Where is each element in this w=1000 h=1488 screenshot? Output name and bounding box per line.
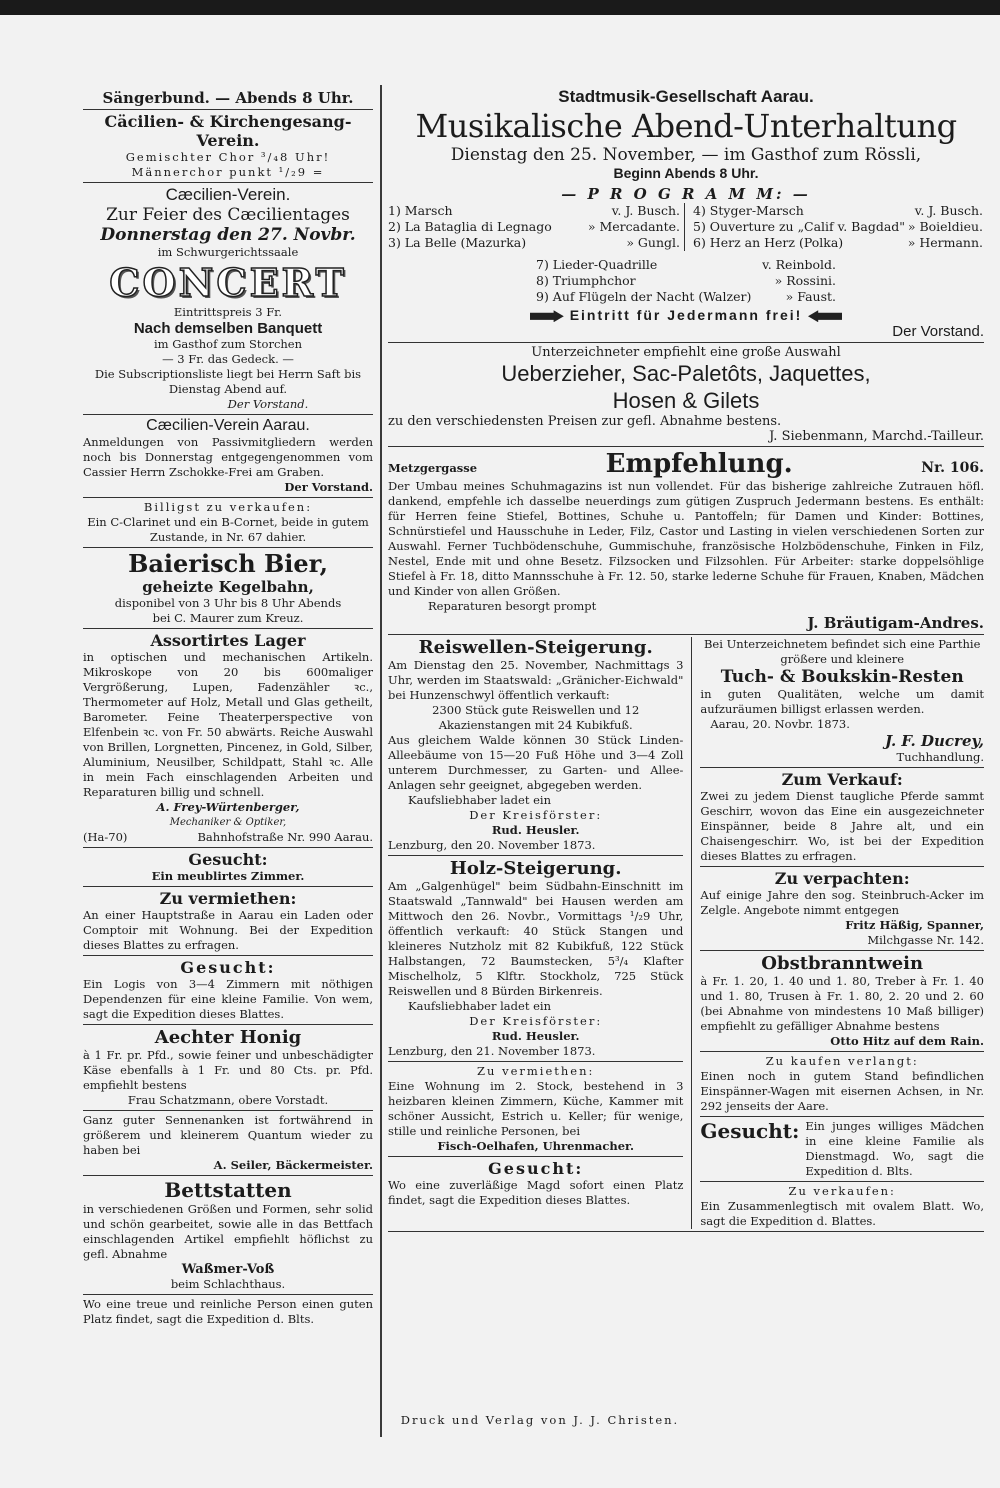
obst-body: à Fr. 1. 20, 1. 40 und 1. 80, Treber à Fr. 1. 40 und 1. 80, Trusen à Fr. 1. 80, 2. 20 und 2. 60 (bei Abnahme von mindestens 10 Maß billiger) empfiehlt zu gefälliger Abnahme bestens [700, 974, 984, 1033]
footer-imprint: Druck und Verlag von J. J. Christen. [400, 1413, 680, 1427]
bier-line: disponibel von 3 Uhr bis 8 Uhr Abends [114, 596, 342, 610]
verpachten-sig: Fritz Häßig, Spanner, [845, 918, 984, 932]
lager-sig-sub: Mechaniker & Optiker, [169, 817, 287, 828]
empfehlung-body: Der Umbau meines Schuhmagazins ist nun vollendet. Für das bisherige zahlreiche Zutrauen höfl. dankend, empfehle ich dasselbe neuerdings zum gütigen Zuspruch Jedermann bestens. Es enthält: für Herren feine Stiefel, Bottines, Schuhe u. Pantoffeln; für Damen und Kinder: Bottines, Schnürstiefel und Hausschuhe in Leder, Filz, Castor und Lasting in vielen verschiedenen Sorten zur Auswahl. Ferner Tuchbödenschuhe, Gummischuhe, französische Holzbödenschuhe, Finken in Filz, Nestel, Ende mit und ohne Besetz. Filzsocken und Filzsohlen. Für Arbeiter: starke doppelsöhlige Stiefel à Fr. 18, ditto Mannsschuhe à Fr. 12. 50, starke lederne Schuhe für Frauen, Knaben, Mädchen und Kinder von allen Größen. [388, 479, 984, 598]
bettstatten-head: Bettstatten [164, 1178, 292, 1202]
holz-date: Lenzburg, den 21. November 1873. [388, 1044, 596, 1058]
maennerchor-time: Männerchor punkt ¹/₂9 = [131, 165, 325, 179]
tuch-sig: J. F. Ducrey, [885, 732, 984, 750]
program-composer: » Gungl. [626, 235, 680, 250]
bettstatten-body: in verschiedenen Größen und Formen, sehr solid und schön gearbeitet, sowie alle in das Bettfach einschlagenden Artikel empfiehlt höflichst zu gefl. Abnahme [83, 1202, 373, 1261]
program-left [388, 203, 685, 251]
caecilien-aarau-body: Anmeldungen von Passivmitgliedern werden noch bis Donnerstag entgegengenommen vom Cassier Herrn Zschokke-Frei am Graben. [83, 435, 373, 479]
siebenmann-intro: Unterzeichneter empfiehlt eine große Auswahl [531, 345, 841, 360]
holz-body: Am „Galgenhügel" beim Südbahn-Einschnitt im Staatswald „Tannwald" bei Hausen werden am Mittwoch den 26. Novbr., Vormittags ¹/₂9 Uhr, öffentlich verkauft: 40 Stück Stangen und kleineres Nutzholz mit 82 Kubikfuß, 122 Stück Halbstangen, 72 Baumstecken, 5³/₄ Klafter Mischelholz, 5 Klftr. Stockholz, 725 Stück Reiswellen und 8 Bürden Birkenreis. [388, 879, 684, 998]
program-composer: v. J. Busch. [611, 203, 680, 218]
kaufen-body: Einen noch in gutem Stand befindlichen Einspänner-Wagen mit eisernen Achsen, in Nr. 292 jenseits der Aare. [700, 1069, 984, 1113]
stadtmusik-sig: Der Vorstand. [892, 323, 984, 340]
empfehlung-title: Empfehlung. [605, 449, 793, 479]
program-piece: 9) Auf Flügeln der Nacht (Walzer) [536, 289, 752, 304]
reiswellen-items: 2300 Stück gute Reiswellen und 12 Akazienstangen mit 24 Kubikfuß. [432, 703, 640, 732]
gesucht2-head: Gesucht: [180, 958, 276, 977]
program-item [693, 219, 983, 235]
treue-person-ad: Wo eine treue und reinliche Person einen guten Platz findet, sagt die Expedition d. Blts. [83, 1297, 373, 1326]
empfehlung-nr: Nr. 106. [921, 460, 984, 476]
pointing-hand-icon [530, 310, 564, 322]
kaufen-head: Zu kaufen verlangt: [765, 1054, 919, 1068]
stadtmusik-date: Dienstag den 25. November, — im Gasthof zum Rössli, [450, 145, 922, 165]
verpachten-head: Zu verpachten: [774, 869, 910, 888]
column-divider [380, 85, 382, 1437]
sennenanken-body: Ganz guter Sennenanken ist fortwährend in größerem und kleinerem Quantum wieder zu haben bei [83, 1113, 373, 1157]
program-composer: » Mercadante. [587, 219, 680, 234]
program-piece: 3) La Belle (Mazurka) [388, 235, 527, 250]
pointing-hand-icon [808, 310, 842, 322]
left-column [83, 75, 373, 1327]
holz-buyers: Kaufsliebhaber ladet ein [408, 999, 551, 1013]
bier-sig: bei C. Maurer zum Kreuz. [152, 611, 304, 625]
newspaper-page [0, 15, 1000, 1488]
program-piece: 1) Marsch [388, 203, 453, 218]
concert-list: Die Subscriptionsliste liegt bei Herrn Saft bis Dienstag Abend auf. [94, 367, 362, 396]
saengerbund-notice: Sängerbund. — Abends 8 Uhr. [102, 89, 354, 107]
concert-date: Donnerstag den 27. Novbr. [100, 225, 356, 245]
reiswellen-sig: Rud. Heusler. [491, 823, 580, 837]
lager-code: (Ha-70) [83, 830, 128, 844]
right-column [388, 75, 984, 1234]
lower-right-right [692, 637, 984, 1229]
holz-office: Der Kreisförster: [469, 1014, 603, 1028]
stadtmusik-title: Musikalische Abend-Unterhaltung [415, 107, 957, 145]
program-piece: 5) Ouverture zu „Calif v. Bagdad" [693, 219, 906, 234]
concert-place: im Gasthof zum Storchen [153, 337, 303, 351]
concert-cost: — 3 Fr. das Gedeck. — [162, 352, 294, 366]
verpachten-addr: Milchgasse Nr. 142. [867, 933, 984, 947]
program-composer: » Hermann. [907, 235, 983, 250]
vermiethen-head: Zu vermiethen: [159, 889, 297, 908]
wohnung-head: Zu vermiethen: [477, 1064, 595, 1078]
lager-sig: A. Frey-Würtenberger, [156, 800, 300, 814]
program-piece: 2) La Bataglia di Legnago [388, 219, 552, 234]
program-list [388, 203, 984, 251]
stadtmusik-begin: Beginn Abends 8 Uhr. [613, 165, 759, 181]
gesucht1-head: Gesucht: [188, 850, 268, 869]
empfehlung-repair: Reparaturen besorgt prompt [428, 599, 597, 613]
tuch-title: Tuch- & Boukskin-Resten [720, 667, 964, 687]
empfehlung-street: Metzgergasse [388, 461, 478, 475]
siebenmann-line1: Ueberzieher, Sac-Paletôts, Jaquettes, [501, 361, 871, 386]
reiswellen-buyers: Kaufsliebhaber ladet ein [408, 793, 551, 807]
concert-title: CONCERT [109, 260, 347, 305]
gesucht1-body: Ein meublirtes Zimmer. [151, 869, 305, 883]
empfehlung-sig: J. Bräutigam-Andres. [807, 614, 984, 632]
program-composer: v. Reinbold. [762, 257, 836, 272]
magd-head: Gesucht: [488, 1159, 584, 1178]
program-piece: 6) Herz an Herz (Polka) [693, 235, 844, 250]
honig-sig: Frau Schatzmann, obere Vorstadt. [127, 1093, 329, 1107]
tuch-date: Aarau, 20. Novbr. 1873. [710, 717, 850, 731]
verkauf-head: Zum Verkauf: [781, 770, 903, 789]
maedchen-head: Gesucht: [700, 1119, 800, 1143]
reiswellen-office: Der Kreisförster: [469, 808, 603, 822]
verpachten-body: Auf einige Jahre den sog. Steinbruch-Acker im Zelgle. Angebote nimmt entgegen [700, 888, 984, 917]
lager-title: Assortirtes Lager [150, 631, 306, 650]
program-item [388, 203, 680, 219]
caecilien-aarau-title: Cæcilien-Verein Aarau. [146, 417, 310, 434]
gesucht2-body: Ein Logis von 3—4 Zimmern mit nöthigen Dependenzen für eine kleine Familie. Von wem, sagt die Expedition dieses Blattes. [83, 977, 373, 1021]
siebenmann-line2: Hosen & Gilets [612, 388, 760, 413]
reiswellen-head: Reiswellen-Steigerung. [418, 637, 653, 658]
tuch-intro: Bei Unterzeichnetem befindet sich eine Parthie größere und kleinere [703, 637, 981, 666]
program-item [693, 203, 983, 219]
wohnung-sig: Fisch-Oelhafen, Uhrenmacher. [437, 1139, 635, 1153]
maedchen-body: Ein junges williges Mädchen in eine kleine Familie als Dienstmagd. Wo, sagt die Expedition d. Blts. [805, 1119, 984, 1178]
program-composer: » Boieldieu. [907, 219, 983, 234]
concert-banquet: Nach demselben Banquett [133, 320, 323, 337]
caecilien-kirchen-title: Cäcilien- & Kirchengesang-Verein. [104, 112, 352, 150]
program-item [536, 289, 836, 305]
concert-head: Cæcilien-Verein. [165, 185, 291, 204]
program-composer: » Faust. [785, 289, 836, 304]
tisch-head: Zu verkaufen: [788, 1184, 896, 1198]
lower-right-left [388, 637, 692, 1229]
bier-title: Baierisch Bier, [128, 549, 328, 578]
concert-venue: im Schwurgerichtssaale [157, 245, 299, 259]
obst-sig: Otto Hitz auf dem Rain. [830, 1034, 984, 1048]
billigst-body: Ein C-Clarinet und ein B-Cornet, beide in gutem Zustande, in Nr. 67 dahier. [87, 515, 369, 544]
caecilien-aarau-sig: Der Vorstand. [284, 480, 373, 494]
program-item [388, 219, 680, 235]
concert-price: Eintrittspreis 3 Fr. [173, 305, 283, 319]
holz-head: Holz-Steigerung. [449, 858, 622, 879]
program-piece: 4) Styger-Marsch [693, 203, 804, 218]
billigst-head: Billigst zu verkaufen: [143, 500, 313, 514]
program-item [536, 273, 836, 289]
program-item [388, 235, 680, 251]
verkauf-body: Zwei zu jedem Dienst taugliche Pferde sammt Geschirr, wovon das Eine ein ausgezeichneter Einspänner, beide 8 Jahre alt, und ein Chaisengeschirr. Wo, ist bei der Expedition dieses Blattes zu erfragen. [700, 789, 984, 863]
program-piece: 7) Lieder-Quadrille [536, 257, 658, 272]
program-item [693, 235, 983, 251]
reiswellen-date: Lenzburg, den 20. November 1873. [388, 838, 596, 852]
stadtmusik-org: Stadtmusik-Gesellschaft Aarau. [558, 87, 814, 106]
lager-addr: Bahnhofstraße Nr. 990 Aarau. [197, 830, 373, 844]
concert-signature: Der Vorstand. [227, 397, 309, 411]
magd-body: Wo eine zuverläßige Magd sofort einen Platz findet, sagt die Expedition dieses Blattes. [388, 1178, 684, 1207]
tuch-sig-sub: Tuchhandlung. [896, 750, 984, 764]
tuch-body: in guten Qualitäten, welche um damit aufzuräumen billigst erlassen werden. [700, 687, 984, 716]
tisch-body: Ein Zusammenlegtisch mit ovalem Blatt. Wo, sagt die Expedition d. Blattes. [700, 1199, 984, 1228]
lower-right-columns [388, 637, 984, 1229]
program-piece: 8) Triumphchor [536, 273, 636, 288]
obst-head: Obstbranntwein [761, 953, 924, 974]
vermiethen-body: An einer Hauptstraße in Aarau ein Laden oder Comptoir mit Wohnung. Bei der Expedition dieses Blattes zu erfragen. [83, 908, 373, 952]
program-item [536, 257, 836, 273]
stadtmusik-entry: Eintritt für Jedermann frei! [569, 307, 803, 323]
reiswellen-body: Am Dienstag den 25. November, Nachmittags 3 Uhr, werden im Staatswald: „Gränicher-Eichwald" bei Hunzenschwyl öffentlich verkauft: [388, 658, 684, 702]
sennenanken-sig: A. Seiler, Bäckermeister. [213, 1158, 373, 1172]
bier-sub: geheizte Kegelbahn, [142, 578, 314, 596]
siebenmann-sig: J. Siebenmann, Marchd.-Tailleur. [769, 429, 984, 444]
program-composer: » Rossini. [774, 273, 836, 288]
reiswellen-more: Aus gleichem Walde können 30 Stück Linden-Alleebäume von 15—20 Fuß Höhe und 3—4 Zoll unterem Durchmesser, zu Garten- und Allee-Anlagen sehr geeignet, abgegeben werden. [388, 733, 684, 792]
lager-body: in optischen und mechanischen Artikeln. Mikroskope von 20 bis 600maliger Vergrößerung, Lupen, Fadenzähler ꝛc., Thermometer auf Holz, Metall und Glas getheilt, Barometer. Feine Theaterperspective von Elfenbein ꝛc. von Fr. 50 abwärts. Reiche Auswahl von Brillen, Lorgnetten, Pincenez, in Gold, Silber, Aluminium, Neusilber, Schildpatt, Stahl ꝛc. Alle in mein Fach einschlagenden Arbeiten und Reparaturen billig und schnell. [83, 650, 373, 799]
concert-line1: Zur Feier des Cæcilientages [106, 205, 350, 225]
siebenmann-line3: zu den verschiedensten Preisen zur gefl. Abnahme bestens. [388, 414, 782, 429]
program-center [536, 257, 836, 305]
honig-head: Aechter Honig [154, 1027, 302, 1048]
holz-sig: Rud. Heusler. [491, 1029, 580, 1043]
bettstatten-sig: Waßmer-Voß [181, 1262, 275, 1277]
program-heading: — P R O G R A M M: — [561, 185, 811, 203]
bettstatten-sig-sub: beim Schlachthaus. [170, 1277, 286, 1291]
wohnung-body: Eine Wohnung im 2. Stock, bestehend in 3 heizbaren kleinen Zimmern, Küche, Kammer mit schöner Aussicht, Estrich u. Keller; für wenige, stille und reinliche Personen, bei [388, 1079, 684, 1138]
chor-time: Gemischter Chor ³/₄8 Uhr! [125, 150, 331, 164]
honig-body: à 1 Fr. pr. Pfd., sowie feiner und unbeschädigter Käse ebenfalls à 1 Fr. und 80 Cts. pr. Pfd. empfiehlt bestens [83, 1048, 373, 1092]
program-composer: v. J. Busch. [914, 203, 983, 218]
program-right [685, 203, 983, 251]
